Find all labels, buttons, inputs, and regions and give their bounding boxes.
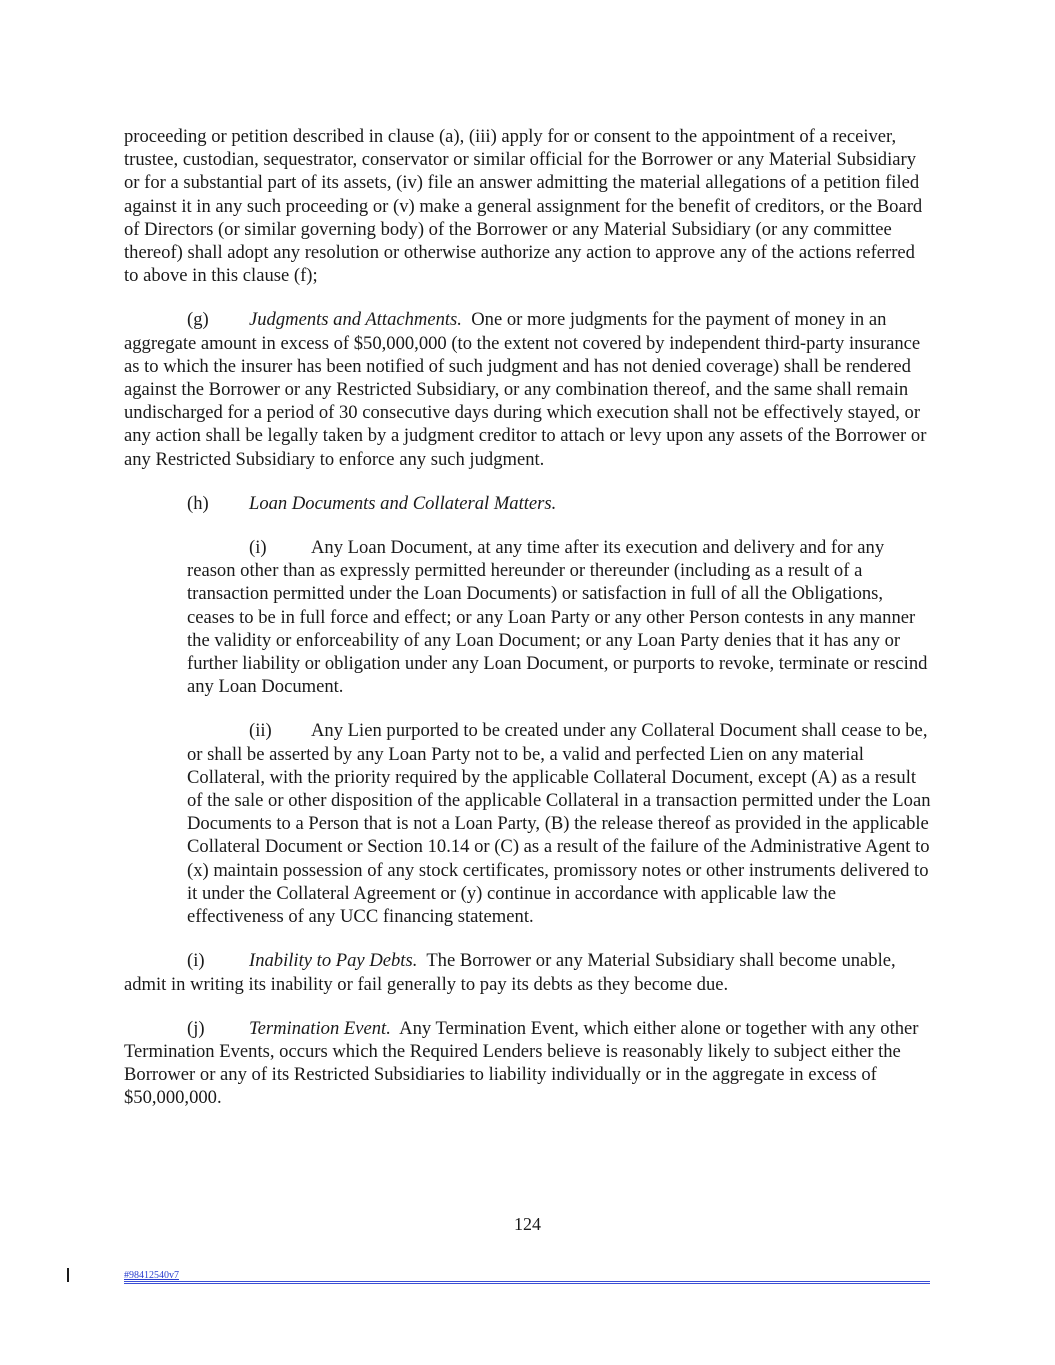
- footer-rule: [124, 1281, 930, 1284]
- section-g-marker: (g): [187, 309, 209, 331]
- section-i-heading: Inability to Pay Debts.: [249, 950, 418, 972]
- section-i-marker: (i): [187, 950, 205, 972]
- section-j: [124, 1017, 932, 1110]
- section-h-sub-i-body: Any Loan Document, at any time after its execution and delivery and for any reason other than as expressly permitted hereunder or thereunder (including as a result of a transaction permitted under the Loan Documents) or satisfaction in full of all the Obligations, ceases to be in full force and effect; or any Loan Party or any other Person contests in any manner the validity or enforceability of any Loan Document; or any Loan Party denies that it has any or further liability or obligation under any Loan Document, or purports to revoke, terminate or rescind any Loan Document.: [187, 537, 928, 698]
- section-h: [124, 492, 932, 515]
- section-h-marker: (h): [187, 492, 209, 514]
- document-body: [124, 125, 932, 1131]
- page-number: 124: [514, 1214, 541, 1234]
- section-i: [124, 949, 932, 995]
- document-id-link[interactable]: #98412540v7: [124, 1270, 179, 1281]
- section-j-marker: (j): [187, 1017, 205, 1039]
- revision-change-bar: [67, 1268, 69, 1282]
- section-h-heading: Loan Documents and Collateral Matters.: [249, 492, 557, 514]
- section-h-subclauses: [124, 536, 932, 928]
- section-h-sub-ii-body: Any Lien purported to be created under any Collateral Document shall cease to be, or shall be asserted by any Loan Party not to be, a valid and perfected Lien on any material Collateral, with the priority required by the applicable Collateral Document, except (A) as a result of the sale or other disposition of the applicable Collateral in a transaction permitted under the Loan Documents to a Person that is not a Loan Party, (B) the release thereof as provided in the applicable Collateral Document or Section 10.14 or (C) as a result of the failure of the Administrative Agent to (x) maintain possession of any stock certificates, promissory notes or other instruments delivered to it under the Collateral Agreement or (y) continue in accordance with applicable law the effectiveness of any UCC financing statement.: [187, 720, 931, 928]
- section-h-sub-i-marker: (i): [249, 537, 267, 559]
- paragraph-f-continued: proceeding or petition described in clause (a), (iii) apply for or consent to the appointment of a receiver, trustee, custodian, sequestrator, conservator or similar official for the Borrower or any Material Subsidiary or for a substantial part of its assets, (iv) file an answer admitting the material allegations of a petition filed against it in any such proceeding or (v) make a general assignment for the benefit of creditors, or the Board of Directors (or similar governing body) of the Borrower or any Material Subsidiary (or any committee thereof) shall adopt any resolution or otherwise authorize any action to approve any of the actions referred to above in this clause (f);: [124, 126, 923, 287]
- section-g: [124, 308, 932, 470]
- section-g-body: One or more judgments for the payment of money in an aggregate amount in excess of $50,000,000 (to the extent not covered by independent third-party insurance as to which the insurer has been notified of such judgment and has not denied coverage) shall be rendered against the Borrower or any Restricted Subsidiary, or any combination thereof, and the same shall remain undischarged for a period of 30 consecutive days during which execution shall not be effectively stayed, or any action shall be legally taken by a judgment creditor to attach or levy upon any assets of the Borrower or any Restricted Subsidiary to enforce any such judgment.: [124, 309, 927, 470]
- section-j-heading: Termination Event.: [249, 1017, 391, 1039]
- section-j-body: Any Termination Event, which either alone or together with any other Termination Events, occurs which the Required Lenders believe is reasonably likely to subject either the Borrower or any of its Restricted Subsidiaries to liability individually or in the aggregate in excess of $50,000,000.: [124, 1017, 919, 1109]
- section-i-body: The Borrower or any Material Subsidiary shall become unable, admit in writing its inability or fail generally to pay its debts as they become due.: [124, 950, 896, 995]
- section-g-heading: Judgments and Attachments.: [249, 309, 462, 331]
- section-h-sub-i: [187, 536, 932, 698]
- section-h-sub-ii-marker: (ii): [249, 720, 272, 742]
- section-h-sub-ii: [187, 719, 932, 928]
